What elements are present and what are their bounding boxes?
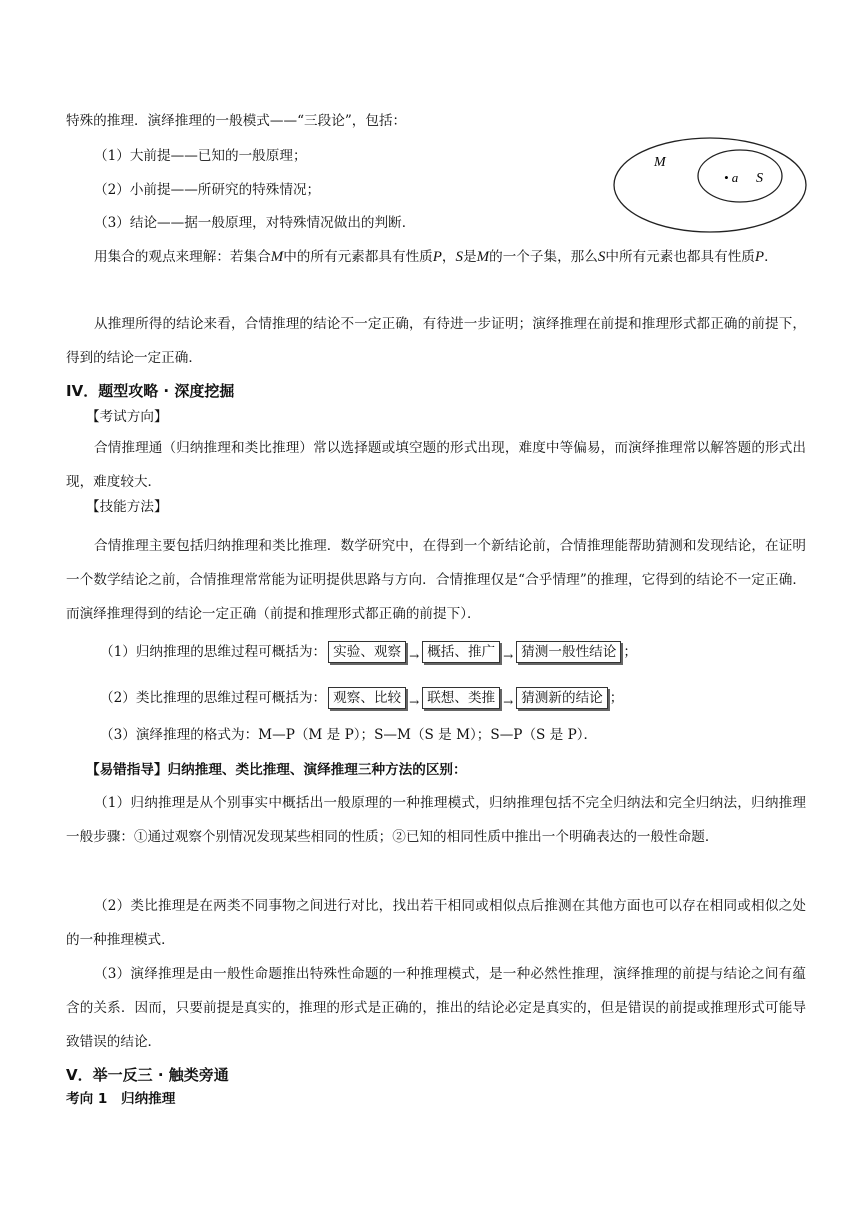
arrow-icon: → — [409, 649, 420, 663]
section-4-title: IV．题型攻略 · 深度挖掘 — [66, 382, 235, 400]
exam-direction-text: 合情推理通（归纳推理和类比推理）常以选择题或填空题的形式出现，难度中等偏易，而演绎推理常以解答题的形式出现，难度较大． — [66, 440, 806, 490]
induction-flow: （1）归纳推理的思维过程可概括为： 实验、观察 → 概括、推广 → 猜测一般性结论 ； — [100, 640, 637, 668]
outer-set-ellipse — [614, 138, 806, 232]
exam-direction-tag: 【考试方向】 — [86, 409, 168, 425]
flow-box: 联想、类推 — [422, 687, 500, 709]
intro-item-1: （1）大前提——已知的一般原理； — [94, 148, 307, 164]
flow-box: 概括、推广 — [422, 641, 500, 663]
venn-diagram — [612, 136, 808, 234]
flow-box: 猜测一般性结论 — [516, 641, 621, 663]
intro-item-2: （2）小前提——所研究的特殊情况； — [94, 182, 321, 198]
analogy-flow: （2）类比推理的思维过程可概括为： 观察、比较 → 联想、类推 → 猜测新的结论 ； — [100, 686, 623, 714]
pitfall-title: 【易错指导】归纳推理、类比推理、演绎推理三种方法的区别： — [86, 762, 467, 778]
flow-box: 猜测新的结论 — [516, 687, 608, 709]
arrow-icon: → — [503, 695, 514, 709]
section-5-title: V．举一反三 · 触类旁通 — [66, 1066, 229, 1084]
intro-line: 特殊的推理．演绎推理的一般模式——“三段论”，包括： — [66, 113, 407, 129]
venn-label-s: S — [756, 171, 763, 186]
subsection-title: 考向 1 归纳推理 — [66, 1091, 176, 1107]
set-explanation: 用集合的观点来理解：若集合M中的所有元素都具有性质P，S是M的一个子集，那么S中所有元素也都具有性质P． — [94, 249, 778, 265]
arrow-icon: → — [503, 649, 514, 663]
conclusion-paragraph: 从推理所得的结论来看，合情推理的结论不一定正确，有待进一步证明；演绎推理在前提和推理形式都正确的前提下，得到的结论一定正确． — [66, 316, 806, 366]
deduction-format: （3）演绎推理的格式为：M—P（M 是 P）；S—M（S 是 M）；S—P（S 是 P）． — [100, 727, 598, 743]
pitfall-item-2: （2）类比推理是在两类不同事物之间进行对比，找出若干相同或相似点后推测在其他方面也可以存在相同或相似之处的一种推理模式． — [66, 898, 806, 948]
venn-label-m: M — [654, 155, 666, 170]
intro-item-3: （3）结论——据一般原理，对特殊情况做出的判断． — [94, 215, 416, 231]
arrow-icon: → — [409, 695, 420, 709]
flow-box: 观察、比较 — [328, 687, 406, 709]
pitfall-item-3: （3）演绎推理是由一般性命题推出特殊性命题的一种推理模式，是一种必然性推理，演绎推理的前提与结论之间有蕴含的关系．因而，只要前提是真实的，推理的形式是正确的，推出的结论必定是真实的，但是错误的前提或推理形式可能导致错误的结论． — [66, 966, 806, 1050]
inner-set-ellipse — [698, 150, 782, 202]
pitfall-item-1: （1）归纳推理是从个别事实中概括出一般原理的一种推理模式，归纳推理包括不完全归纳法和完全归纳法，归纳推理一般步骤：①通过观察个别情况发现某些相同的性质；②已知的相同性质中推出一个明确表达的一般性命题． — [66, 795, 806, 845]
flow-box: 实验、观察 — [328, 641, 406, 663]
skill-method-text: 合情推理主要包括归纳推理和类比推理．数学研究中，在得到一个新结论前，合情推理能帮助猜测和发现结论，在证明一个数学结论之前，合情推理常常能为证明提供思路与方向．合情推理仅是“合乎情理”的推理，它得到的结论不一定正确．而演绎推理得到的结论一定正确（前提和推理形式都正确的前提下）． — [66, 538, 806, 622]
skill-method-tag: 【技能方法】 — [86, 499, 168, 515]
venn-element-a: • a — [724, 170, 739, 185]
